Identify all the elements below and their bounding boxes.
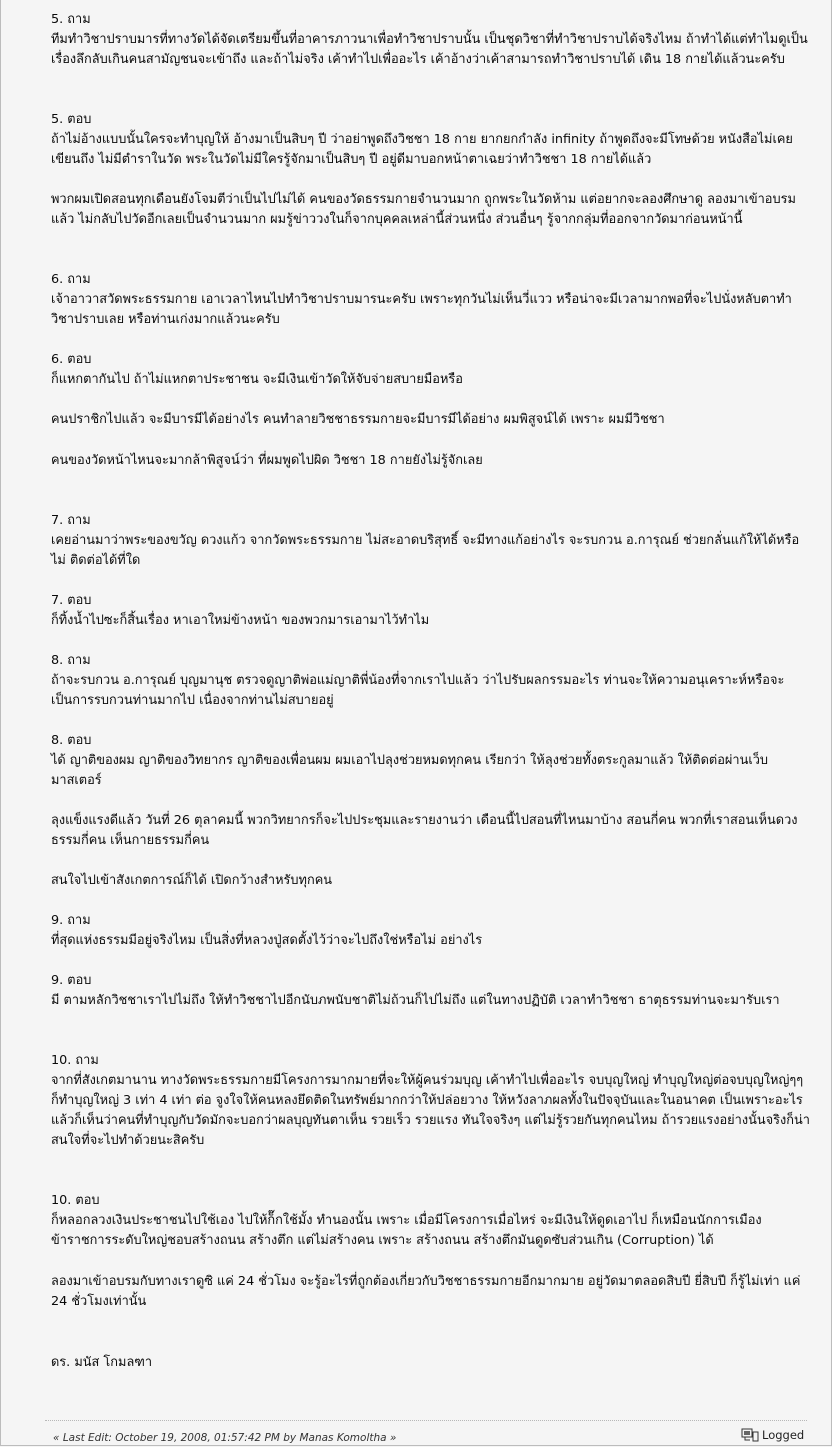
qa-block-5-answer xyxy=(51,110,811,170)
qa-block-5-question xyxy=(51,10,811,70)
qa-block-8-question xyxy=(51,651,811,711)
qa-text: พวกผมเปิดสอนทุกเดือนยังโจมตีว่าเป็นไปไม่ได้ คนของวัดธรรมกายจำนวนมาก ถูกพระในวัดห้าม แต่อยากจะลองศึกษาดู ลองมาเข้าอบรมแล้ว ไม่กลับไปวัดอีกเลยเป็นจำนวนมาก ผมรู้ข่าววงในก็จากบุคคลเหล่านี้ส่วนหนึ่ง ส่วนอื่นๆ รู้จากกลุ่มที่ออกจากวัดมาก่อนหน้านี้ xyxy=(51,192,796,227)
qa-text: ได้ ญาติของผม ญาติของวิทยากร ญาติของเพื่อนผม ผมเอาไปลุงช่วยหมดทุกคน เรียกว่า ให้ลุงช่วยทั้งตระกูลมาแล้ว ให้ติดต่อผ่านเว็บมาสเตอร์ xyxy=(51,753,769,788)
qa-heading: 10. ตอบ xyxy=(51,1193,100,1208)
qa-text: ก็หลอกลวงเงินประชาชนไปใช้เอง ไปให้ก็๊กใช้มั้ง ทำนองนั้น เพราะ เมื่อมีโครงการเมื่อไหร่ จะมีเงินให้ดูดเอาไป ก็เหมือนนักการเมือง ข้าราชการระดับใหญ่ชอบสร้างถนน สร้างตึก แต่ไม่สร้างคน เพราะ สร้างถนน สร้างตึกมันดูดซับส่วนเกิน (Corruption) ได้ xyxy=(51,1213,762,1248)
qa-text: สนใจไปเข้าสังเกตการณ์ก็ได้ เปิดกว้างสำหรับทุกคน xyxy=(51,873,333,888)
qa-block-6-answer xyxy=(51,350,811,390)
qa-heading: 8. ถาม xyxy=(51,653,91,668)
signature-text: ดร. มนัส โกมลฑา xyxy=(51,1355,153,1370)
qa-text: ลุงแข็งแรงดีแล้ว วันที่ 26 ตุลาคมนี้ พวกวิทยากรก็จะไปประชุมและรายงานว่า เดือนนี้ไปสอนที่ไหนมาบ้าง สอนกี่คน พวกที่เราสอนเห็นดวงธรรมกี่คน เห็นกายธรรมกี่คน xyxy=(51,813,798,848)
qa-heading: 6. ถาม xyxy=(51,272,91,287)
qa-heading: 10. ถาม xyxy=(51,1053,99,1068)
qa-block-10-answer xyxy=(51,1191,811,1251)
signature xyxy=(51,1353,811,1373)
last-edit-note: « Last Edit: October 19, 2008, 01:57:42 PM by Manas Komoltha » xyxy=(53,1432,397,1444)
paragraph xyxy=(51,190,811,230)
qa-text: ก็แหกตากันไป ถ้าไม่แหกตาประชาชน จะมีเงินเข้าวัดให้จับจ่ายสบายมือหรือ xyxy=(51,372,463,387)
paragraph xyxy=(51,871,811,891)
qa-block-10-question xyxy=(51,1051,811,1151)
footer-divider xyxy=(45,1420,807,1421)
qa-text: ก็ทิ้งน้ำไปซะก็สิ้นเรื่อง หาเอาใหม่ข้างหน้า ของพวกมารเอามาไว้ทำไม xyxy=(51,613,430,628)
qa-text: จากที่สังเกตมานาน ทางวัดพระธรรมกายมีโครงการมากมายที่จะให้ผู้คนร่วมบุญ เค้าทำไปเพื่ออะไร จบบุญใหญ่ ทำบุญใหญ่ต่อจบบุญใหญ่ๆๆ ก็ทำบุญใหญ่ 3 เท่า 4 เท่า ต่อ จูงใจให้คนหลงยึดติดในทรัพย์มากกว่าให้ปล่อยวาง ให้หวังลาภผลทั้งในปัจจุบันและในอนาคต เป็นเพราะอะไร แล้วก็เห็นว่าคนที่ทำบุญกับวัดมักจะบอกว่าผลบุญทันตาเห็น รวยเร็ว รวยแรง ทันใจจริงๆ แต่ไม่รู้รวยกันทุกคนไหม ถ้ารวยแรงอย่างนั้นจริงก็น่าสนใจที่จะไปทำด้วยนะสิครับ xyxy=(51,1073,810,1148)
qa-text: ทีมทำวิชาปราบมารที่ทางวัดได้จัดเตรียมขึ้นที่อาคารภาวนาเพื่อทำวิชาปราบนั้น เป็นชุดวิชาที่ทำวิชาปราบได้จริงไหม ถ้าทำได้แต่ทำไมดูเป็นเรื่องลึกลับเกินคนสามัญชนจะเข้าถึง และถ้าไม่จริง เค้าทำไปเพื่ออะไร เค้าอ้างว่าเค้าสามารถทำวิชาปราบได้ เดิน 18 กายได้แล้วนะครับ xyxy=(51,32,808,67)
qa-heading: 5. ตอบ xyxy=(51,112,92,127)
qa-text: ลองมาเข้าอบรมกับทางเราดูซิ แค่ 24 ชั่วโมง จะรู้อะไรที่ถูกต้องเกี่ยวกับวิชชาธรรมกายอีกมากมาย อยู่วัดมาตลอดสิบปี ยี่สิบปี ก็รู้ไม่เท่า แค่ 24 ชั่วโมงเท่านั้น xyxy=(51,1274,801,1309)
paragraph xyxy=(51,811,811,851)
qa-text: คนของวัดหน้าไหนจะมากล้าพิสูจน์ว่า ที่ผมพูดไปผิด วิชชา 18 กายยังไม่รู้จักเลย xyxy=(51,453,483,468)
qa-heading: 9. ตอบ xyxy=(51,973,92,988)
paragraph xyxy=(51,451,811,471)
qa-block-9-answer xyxy=(51,971,811,1011)
qa-heading: 9. ถาม xyxy=(51,913,91,928)
qa-text: มี ตามหลักวิชชาเราไปไม่ถึง ให้ทำวิชชาไปอีกนับภพนับชาติไม่ถ้วนก็ไปไม่ถึง แต่ในทางปฏิบัติ เวลาทำวิชชา ธาตุธรรมท่านจะมารับเรา xyxy=(51,993,780,1008)
qa-block-7-question xyxy=(51,511,811,571)
qa-text: คนปราชิกไปแล้ว จะมีบารมีได้อย่างไร คนทำลายวิชชาธรรมกายจะมีบารมีได้อย่าง ผมพิสูจน์ได้ เพราะ ผมมีวิชชา xyxy=(51,412,665,427)
qa-block-8-answer xyxy=(51,731,811,791)
qa-text: ที่สุดแห่งธรรมมีอยู่จริงไหม เป็นสิ่งที่หลวงปู่สดตั้งไว้ว่าจะไปถึงใช่หรือไม่ อย่างไร xyxy=(51,933,483,948)
qa-text: ถ้าไม่อ้างแบบนั้นใครจะทำบุญให้ อ้างมาเป็นสิบๆ ปี ว่าอย่าพูดถึงวิชชา 18 กาย ยากยกกำลัง infinity ถ้าพูดถึงจะมีโทษด้วย หนังสือไม่เคยเขียนถึง ไม่มีตำราในวัด พระในวัดไม่มีใครรู้จักมาเป็นสิบๆ ปี อยู่ดีมาบอกหน้าตาเฉยว่าทำวิชชา 18 กายได้แล้ว xyxy=(51,132,793,167)
qa-block-6-question xyxy=(51,270,811,330)
qa-heading: 5. ถาม xyxy=(51,12,91,27)
qa-heading: 6. ตอบ xyxy=(51,352,92,367)
qa-block-7-answer xyxy=(51,591,811,631)
logged-ip-icon xyxy=(741,1428,759,1442)
qa-heading: 7. ตอบ xyxy=(51,593,92,608)
paragraph xyxy=(51,410,811,430)
logged-label: Logged xyxy=(762,1428,805,1442)
qa-text: เคยอ่านมาว่าพระของขวัญ ดวงแก้ว จากวัดพระธรรมกาย ไม่สะอาดบริสุทธิ์ จะมีทางแก้อย่างไร จะรบกวน อ.การุณย์ ช่วยกลั่นแก้ให้ได้หรือไม่ ติดต่อได้ที่ใด xyxy=(51,533,800,568)
qa-heading: 7. ถาม xyxy=(51,513,91,528)
qa-block-9-question xyxy=(51,911,811,951)
qa-text: เจ้าอาวาสวัดพระธรรมกาย เอาเวลาไหนไปทำวิชาปราบมารนะครับ เพราะทุกวันไม่เห็นวี่แวว หรือน่าจะมีเวลามากพอที่จะไปนั่งหลับตาทำวิชาปราบเลย หรือท่านเก่งมากแล้วนะครับ xyxy=(51,292,792,327)
paragraph xyxy=(51,1272,811,1312)
qa-heading: 8. ตอบ xyxy=(51,733,92,748)
logged-indicator[interactable] xyxy=(741,1428,804,1442)
qa-text: ถ้าจะรบกวน อ.การุณย์ บุญมานุช ตรวจดูญาติพ่อแม่ญาติพี่น้องที่จากเราไปแล้ว ว่าไปรับผลกรรมอะไร ท่านจะให้ความอนุเคราะห์หรือจะเป็นการรบกวนท่านมากไป เนื่องจากท่านไม่สบายอยู่ xyxy=(51,673,785,708)
